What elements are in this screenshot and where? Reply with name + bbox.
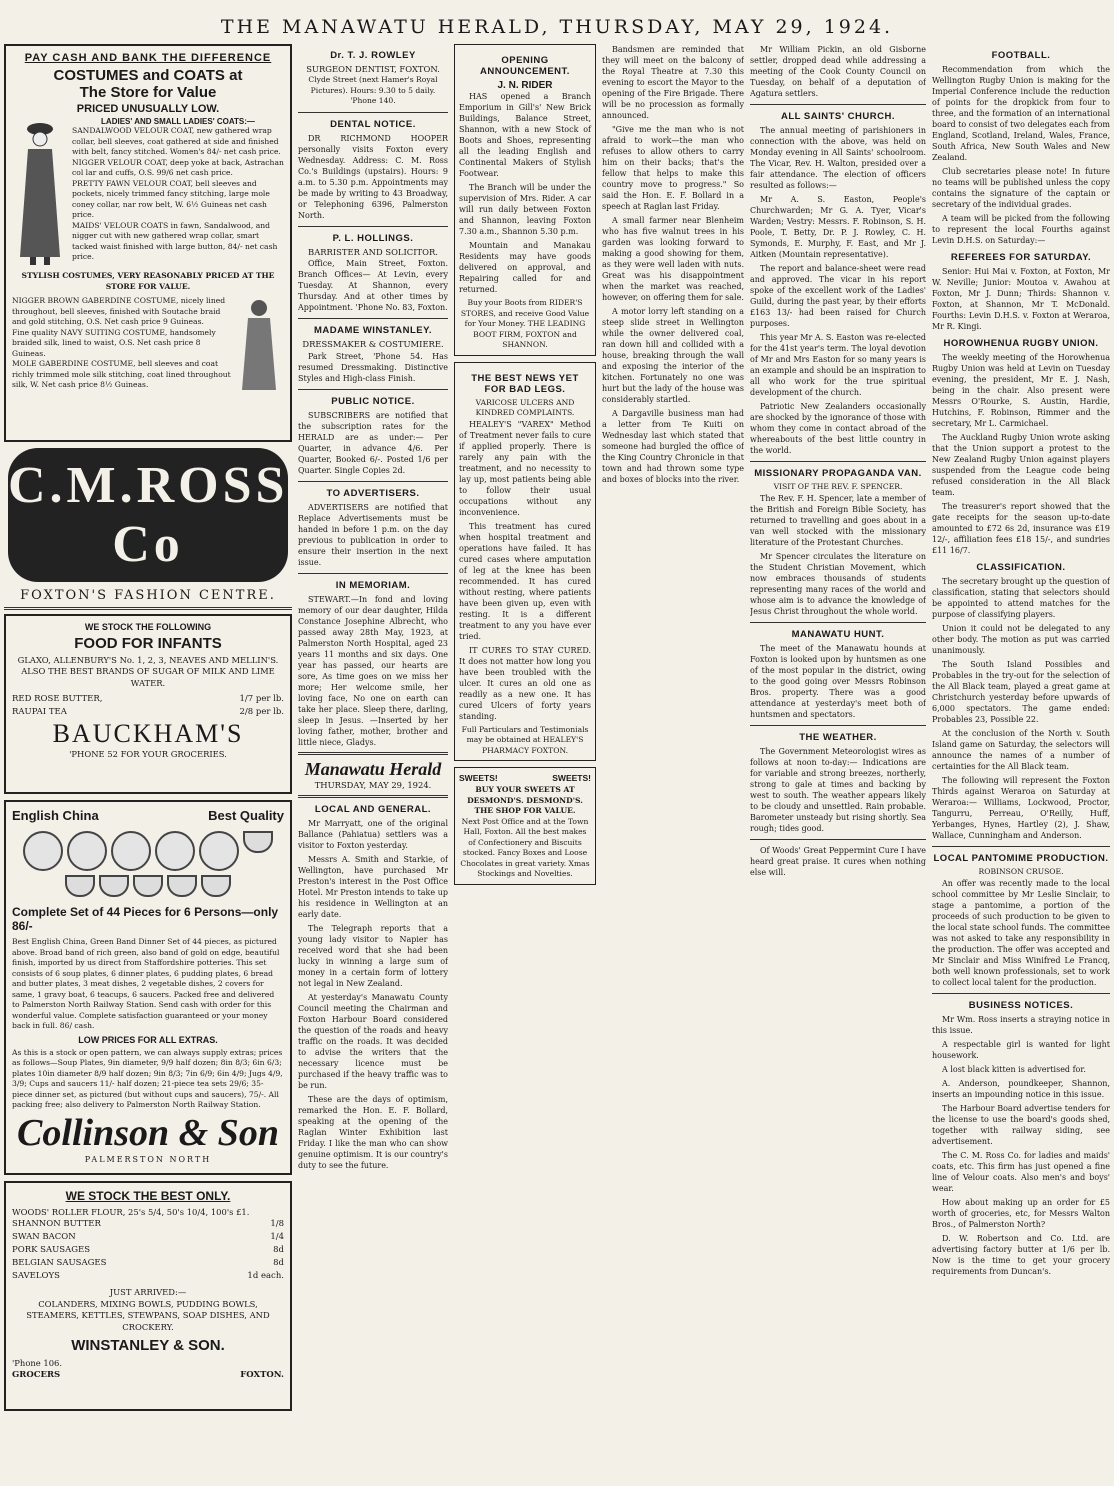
ross-costume-1: NIGGER BROWN GABERDINE COSTUME, nicely lined throughout, bell sleeves, finished with Soutache braid and gold stitching, O.S. Net cash price 9 Guineas.	[12, 296, 226, 326]
price-item: RAUPAI TEA	[12, 707, 67, 718]
price-item: RED ROSE BUTTER,	[12, 694, 103, 705]
horowhenua-title: HOROWHENUA RUGBY UNION.	[943, 338, 1099, 349]
business-para: How about making up an order for £5 worth of groceries, etc, for Messrs Walton Bros., of Palmerston North?	[932, 1197, 1110, 1229]
ross-footer: FOXTON'S FASHION CENTRE.	[20, 588, 276, 603]
news-para: "Give me the man who is not afraid to work—the man who refuses to allow others to carry him on their backs; that's the fellow that helps to make this country move to progress." So said the Hon. E. F. Bollard in a speech at Raglan last Friday.	[602, 125, 744, 211]
price-item: SHANNON BUTTER	[12, 1219, 101, 1230]
price-row	[12, 1218, 284, 1231]
business-para: The Harbour Board advertise tenders for the license to use the board's goods shed, together with railway siding, see advertisement.	[932, 1103, 1110, 1146]
pantomime-title: LOCAL PANTOMIME PRODUCTION.	[933, 853, 1109, 864]
price-item: SAVELOYS	[12, 1271, 60, 1282]
price-row	[12, 693, 284, 706]
column-2	[298, 44, 448, 1480]
missionary-sub: VISIT OF THE REV. F. SPENCER.	[773, 482, 903, 491]
football-title: FOOTBALL.	[991, 50, 1051, 61]
winstanley-dressmaker-sub: DRESSMAKER & COSTUMIERE.	[302, 339, 444, 350]
hollings-body: Office, Main Street, Foxton. Branch Offices— At Levin, every Tuesday. At Shannon, every Thursday. And at other times by Appointment. 'Phone No. 83, Foxton.	[298, 259, 448, 313]
church-para: The annual meeting of parishioners in connection with the above, was held on Monday evening in All Saints' schoolroom. The Vicar, Rev. H. Walton, presided over a fair attendance. The election of officers resulted as follows:—	[750, 126, 926, 190]
price-value: 8d	[273, 1245, 284, 1256]
winstanley-ad	[4, 1181, 292, 1411]
memoriam-body: STEWART.—In fond and loving memory of our dear daughter, Hilda Constance Josephine Albrecht, who passed away 28th May, 1923, at Palmerston North Hospital, aged 23 years 11 months and six days. One year has passed, our hearts are sore, As time goes on we miss her more; Her welcome smile, her loving face, No one on earth can take her place. Sleep there, darling, sleep in Jesus. —Inserted by her loving father, mother, brother and little niece, Gladys.	[298, 594, 448, 747]
classification-title: CLASSIFICATION.	[976, 562, 1066, 573]
price-row	[12, 1231, 284, 1244]
football-para: Club secretaries please note! In future no teams will be published unless the copy contains the signature of the captain or secretary of the individual grades.	[932, 167, 1110, 209]
china-extras: LOW PRICES FOR ALL EXTRAS.	[78, 1034, 218, 1045]
bauckham-body: GLAXO, ALLENBURY'S No. 1, 2, 3, NEAVES AND MELLIN'S.	[17, 655, 279, 665]
column-3	[454, 44, 596, 1480]
price-row	[12, 706, 284, 719]
price-item: BELGIAN SAUSAGES	[12, 1258, 107, 1269]
rider-ad	[454, 44, 596, 356]
sweets-right: SWEETS!	[552, 773, 591, 783]
sweets-body: Next Post Office and at the Town Hall, Foxton. All the best makes of Confectionery and Biscuits stocked. Fancy Boxes and Loose Chocolates in great variety. Xmas Stockings and Novelties.	[460, 816, 590, 878]
news-para: A Dargaville business man had a letter from Te Kuiti on Wednesday last which stated that someone had burgled the office of the King Country Chronicle in that town and had thrown some type and boxes of blocks into the river.	[602, 409, 744, 484]
dental-title: DENTAL NOTICE.	[330, 118, 416, 130]
missionary-para: The Rev. F. H. Spencer, late a member of the British and Foreign Bible Society, has returned to travelling and goes about in a van well stocked with the missionary literature of the Protestant Churches.	[750, 493, 926, 547]
union-para: Union it could not be delegated to any other body. The motion as put was carried unanimously.	[932, 624, 1110, 655]
news-para: A small farmer near Blenheim who has five walnut trees in his garden was looking forward to making a good showing for them, as they were well laden with nuts. Great was his disappointment when the market was reached, however, on offering them for sale.	[602, 216, 744, 302]
union-para: The South Island Possibles and Probables in the try-out for the selection of the All Black team, played a great game at Christchurch yesterday before upwards of 6,000 spectators. The game ended: Probables 23, Possible 22.	[932, 660, 1110, 724]
ross-item-2: NIGGER VELOUR COAT, deep yoke at back, Astrachan col lar and cuffs, O.S. 99/6 net cash price.	[72, 157, 284, 177]
price-value: 8d	[273, 1258, 284, 1269]
price-value: 1d each.	[247, 1271, 284, 1282]
healey-ad	[454, 362, 596, 762]
woods-ad: Of Woods' Great Peppermint Cure I have heard great praise. It cures when nothing else will.	[750, 845, 926, 877]
missionary-para: Mr Spencer circulates the literature on the Student Christian Movement, which now embraces thousands of students representing many races of the world and whose aim is to advance the knowledge of Jesus Christ throughout the whole world.	[750, 551, 926, 616]
winstanley-flour: WOODS' ROLLER FLOUR, 25's 5/4, 50's 10/4, 100's £1.	[12, 1207, 250, 1217]
business-para: A respectable girl is wanted for light housework.	[932, 1039, 1110, 1060]
local-para: The Telegraph reports that a young lady visitor to Napier has received word that she had been lucky in winning a large sum of money in a certain form of lottery not legal in New Zealand.	[298, 924, 448, 989]
business-para: Mr Wm. Ross inserts a straying notice in this issue.	[932, 1014, 1110, 1035]
winstanley-left: GROCERS	[12, 1370, 61, 1381]
rider-body-3: Mountain and Manakau Residents may have goods delivered on approval, and Repairing called for and returned.	[459, 241, 591, 294]
winstanley-phone: 'Phone 106.	[12, 1358, 63, 1369]
bauckham-title: FOOD FOR INFANTS	[74, 635, 222, 652]
china-body: Best English China, Green Band Dinner Set of 44 pieces, as pictured above. Broad band of rich green, also band of gold on edge, beautiful finish, imported by us direct from Staffordshire potteries. This set consists of 6 soup plates, 6 dinner plates, 6 pudding plates, 6 bread and butter plates, 3 meat dishes, 2 vegetable dishes, 2 covers for same, 1 gravy boat, 6 teacups, 6 saucers. Packed free and delivered to Palmerston North Railway Station. Send cash with order for this wonderful value. Complete satisfaction guaranteed or your money back in full. 86/ cash.	[12, 937, 280, 1030]
pantomime-sub: ROBINSON CRUSOE.	[978, 867, 1064, 876]
ross-item-4: MAIDS' VELOUR COATS in fawn, Sandalwood, and nigger cut with new gathered wrap collar, smart tacked waist finished with large button, 84/- net cash price.	[72, 220, 278, 261]
price-row	[12, 1270, 284, 1283]
memoriam-title: IN MEMORIAM.	[335, 579, 411, 591]
paper-name: Manawatu Herald	[304, 758, 442, 779]
ross-title: COSTUMES and COATS at	[53, 67, 243, 84]
union-para: The following will represent the Foxton Thirds against Weraroa on Saturday at Weraroa:— Williams, Lockwood, Proctor, Tangurru, Perreau, O'Reilly, Huff, Yerbanges, Hynes, Hartley (2), J. Shaw, Wallace, Cunningham and Anderson.	[932, 776, 1110, 840]
healey-title: THE BEST NEWS YET FOR BAD LEGS.	[471, 372, 579, 395]
bauckham-body-2: ALSO THE BEST BRANDS OF SUGAR OF MILK AND LIME WATER.	[21, 666, 275, 688]
rider-name: J. N. RIDER	[497, 80, 553, 91]
winstanley-right: FOXTON.	[240, 1370, 284, 1381]
bandsmen-para: Bandsmen are reminded that they will meet on the balcony of the Royal Theatre at 7.30 this evening to escort the Mayor to the opening of the Fire Brigade. There will be no procession as formally announced.	[602, 45, 744, 120]
healey-body-3: IT CURES TO STAY CURED. It does not matter how long you have been troubled with the ulcer. It cures an old one as readily as a new one. It has cured Ulcers of forty years standing.	[459, 645, 591, 721]
business-para: The C. M. Ross Co. for ladies and maids' coats, etc. This firm has just opened a fine line of Velour coats. Also men's and boys' wear.	[932, 1150, 1110, 1193]
column-1	[4, 44, 292, 1480]
winstanley-dressmaker-title: MADAME WINSTANLEY.	[313, 325, 433, 337]
sweets-left: SWEETS!	[459, 773, 498, 783]
pantomime-body: An offer was recently made to the local school committee by Mr Leslie Sinclair, to stage a pantomime, a portion of the proceeds of such production to be given to the local state school funds. The committee was not asked to take any responsibility in the production. The offer was accepted and Mr Sinclair and Miss Winifred Le Francq, both well known professionals, set to work to collect local talent for the production.	[932, 878, 1110, 987]
local-para: These are the days of optimism, remarked the Hon. E. F. Bollard, speaking at the opening of the Raglan Winter Exhibition last Friday. I like the man who can show genuine optimism. It is our country's duty to see the future.	[298, 1095, 448, 1171]
union-para: At the conclusion of the North v. South Island game on Saturday, the selectors will announce the names of a number of certainties for the All Black team.	[932, 729, 1110, 771]
local-para: Mr Marryatt, one of the original Ballance (Pahiatua) settlers was a visitor to Foxton yesterday.	[298, 819, 448, 851]
column-3b	[602, 44, 744, 1480]
football-para: Recommendation from which the Wellington Rugby Union is making for the Imperial Conference include the reduction of points for the dropkick from four to three, and the formation of an international board to consist of two delegates each from England, Scotland, Ireland, Wales, France, South Africa, New South Wales and New Zealand.	[932, 65, 1110, 162]
hollings-sub: BARRISTER AND SOLICITOR.	[308, 246, 438, 257]
advertisers-body: ADVERTISERS are notified that Replace Advertisements must be handed in before 1 p.m. on the day previous to publication in order to ensure their insertion in the next issue.	[298, 502, 448, 567]
winstanley-name: WINSTANLEY & SON.	[71, 1337, 225, 1355]
ross-ad	[4, 44, 292, 442]
ross-costumes-heading: STYLISH COSTUMES, VERY REASONABLY PRICED AT THE STORE FOR VALUE.	[21, 271, 275, 291]
winstanley-heading: WE STOCK THE BEST ONLY.	[65, 1189, 231, 1203]
horowhenua-para: The weekly meeting of the Horowhenua Rugby Union was held at Levin on Tuesday evening, the president, Mr E. J. Nash, being in the chair. Also present were Messrs O'Rourke, S. Austin, Hardie, Hutchins, F. Robinson, Rimmer and the secretary, Mr L. Carmichael.	[932, 353, 1110, 428]
bauckham-heading: WE STOCK THE FOLLOWING	[84, 622, 212, 632]
ross-costume-3: MOLE GABERDINE COSTUME, bell sleeves and coat richly trimmed mole silk stitching, coat lined throughout silk, W. Net cash price 8½ Guineas.	[12, 359, 231, 389]
hunt-body: The meet of the Manawatu hounds at Foxton is looked upon by huntsmen as one of the most popular in the district, owing to the good going over Messrs Robinson Bros. property. There was a good attendance at yesterday's meet both of huntsmen and spectators.	[750, 643, 926, 719]
business-title: BUSINESS NOTICES.	[968, 999, 1074, 1011]
pickin-para: Mr William Pickin, an old Gisborne settler, dropped dead while addressing a meeting of the Cook County Council on Tuesday, on behalf of a deputation of Agatura settlers.	[750, 45, 926, 98]
china-right: Best Quality	[208, 808, 284, 823]
bauckham-ad	[4, 614, 292, 794]
rowley-sub: SURGEON DENTIST, FOXTON.	[306, 64, 440, 74]
local-para: Messrs A. Smith and Starkie, of Wellington, have purchased Mr Preston's interest in the Post Office Hotel. Mr Preston intends to take up his residence in Wellington at an early date.	[298, 855, 448, 920]
price-item: SWAN BACON	[12, 1232, 76, 1243]
paper-date: THURSDAY, MAY 29, 1924.	[314, 779, 432, 790]
ross-banner: PAY CASH AND BANK THE DIFFERENCE	[24, 52, 272, 64]
rider-body: HAS opened a Branch Emporium in Gill's' New Brick Buildings, Balance Street, Shannon, with a new Stock of Boots and Shoes, representing all the leading English and Continental Makers of Stylish Footwear.	[459, 92, 591, 178]
price-value: 2/8 per lb.	[239, 707, 284, 718]
column-5	[932, 44, 1110, 1480]
ross-section: LADIES' AND SMALL LADIES' COATS:—	[101, 117, 255, 126]
weather-title: THE WEATHER.	[799, 731, 877, 743]
news-para: A motor lorry left standing on a steep slide street in Wellington while the owner delivered coal, ran down hill and collided with a house, breaking through the wall and exposing the interior of the kitchen. Fortunately no one was hurt but the lady of the house was considerably startled.	[602, 307, 744, 404]
business-para: A lost black kitten is advertised for.	[942, 1064, 1086, 1074]
church-para: This year Mr A. S. Easton was re-elected for the 41st year's term. The loyal devotion of Mr and Mrs Easton for so many years is an example and should be an inspiration to all who work for the true spiritual development of the church.	[750, 333, 926, 397]
healey-body: HEALEY'S "VAREX" Method of Treatment never fails to cure if applied properly. There is rarely any pain with the treatment, and no necessity to lay up, most patients being able to follow their usual occupations without any inconvenience.	[459, 419, 591, 517]
winstanley-arrived-body: COLANDERS, MIXING BOWLS, PUDDING BOWLS, STEAMERS, KETTLES, STEWPANS, SOAP DISHES, AND CROCKERY.	[26, 1298, 270, 1332]
church-para: The report and balance-sheet were read and approved. The vicar in his report spoke of the excellent work of the Ladies' Guild, during the past year, by their efforts £163 13/- had been raised for Church purposes.	[750, 264, 926, 328]
public-notice-body: SUBSCRIBERS are notified that the subscription rates for the HERALD are as under:— Per Quarter, in advance 4/6. Per Quarter, Booked 6/-. Posted 1/6 per Quarter. Single Copies 2d.	[298, 410, 448, 475]
ross-subtitle: The Store for Value	[79, 84, 217, 101]
sweets-title: BUY YOUR SWEETS AT DESMOND'S. DESMOND'S. THE SHOP FOR VALUE.	[467, 785, 583, 815]
rider-title: OPENING ANNOUNCEMENT.	[480, 55, 570, 77]
price-row	[12, 1257, 284, 1270]
horowhenua-para: The treasurer's report showed that the gate receipts for the season up-to-date amounted to £72 6s 2d, insurance was £19 12/-, affiliation fees £18 15/-, and sundries £11 16/7.	[932, 502, 1110, 555]
ross-item-1: SANDALWOOD VELOUR COAT, new gathered wrap collar, bell sleeves, coat gathered at side and finished with belt, fancy stitched. Women's 84/- net cash price.	[72, 126, 281, 156]
collinson-logo: Collinson & Son	[17, 1111, 279, 1154]
collinson-town: PALMERSTON NORTH	[84, 1154, 212, 1164]
rowley-body: Clyde Street (next Hamer's Royal Pictures). Hours: 9.30 to 5 daily. 'Phone 140.	[308, 75, 438, 106]
rider-body-4: Buy your Boots from RIDER'S STORES, and receive Good Value for Your Money. THE LEADING BOOT FIRM, FOXTON and SHANNON.	[460, 298, 590, 349]
referees-body: Senior: Hui Mai v. Foxton, at Foxton, Mr W. Neville; Junior: Moutoa v. Awahou at Foxton, Mr J. Dunn; Thirds: Shannon v. Foxton, at Shannon, Mr T. McDonald. Fourths: Levin D.H.S. v. Foxton at Weraroa, Mr R. Kingi.	[932, 267, 1110, 331]
ross-costume-2: Fine quality NAVY SUITING COSTUME, handsomely braided silk, lined to waist, O.S. Net cash price 8 Guineas.	[12, 327, 216, 358]
local-general-title: LOCAL AND GENERAL.	[314, 804, 432, 816]
football-para: A team will be picked from the following to represent the local Fourths against Levin D.H.S. on Saturday:—	[932, 214, 1110, 245]
healey-sub: VARICOSE ULCERS AND KINDRED COMPLAINTS.	[475, 397, 575, 417]
local-para: At yesterday's Manawatu County Council meeting the Chairman and Foxton Harbour Board considered the question of the roads and heavy traffic on the roads. It was decided to advise the writers that the necessary licence must be purchased if the heavy traffic was to be run.	[298, 993, 448, 1091]
price-value: 1/7 per lb.	[239, 694, 284, 705]
china-set-illustration	[12, 831, 284, 897]
price-value: 1/4	[270, 1232, 284, 1243]
sweets-ad	[454, 767, 596, 885]
column-4	[750, 44, 926, 1480]
weather-body: The Government Meteorologist wires as follows at noon to-day:— Indications are for variable and strong breezes, northerly, strong to gale at times and backing by west to south. The weather appears likely to be cloudy and unsettled. Rain probable. Barometer unsteady but rising shortly. Sea rough; tides good.	[750, 746, 926, 833]
hunt-title: MANAWATU HUNT.	[791, 628, 885, 640]
healey-foot: Full Particulars and Testimonials may be obtained at HEALEY'S PHARMACY FOXTON.	[461, 724, 589, 755]
china-extras-body: As this is a stock or open pattern, we can always supply extras; prices as follows—Soup Plates, 9in diameter, 9/9 half dozen; 8in 8/3; 6in 6/3; plates 10in diameter 8/9 half dozen; 9in 8/3; 7in 6/9; 6in 4/9; Jugs 4/9, 3/9; Cups and saucers 11/- half dozen; 21-piece tea sets 29/6; 35-piece dinner set, as pictured (but without cups and saucers), 75/-. All packing free; also delivery to Palmerston North Railway Station.	[12, 1047, 283, 1109]
church-para: Patriotic New Zealanders occasionally are shocked by the ignorance of those with whom they come in contact abroad of the whereabouts of the best little country in the world.	[750, 402, 926, 455]
bauckham-phone: 'PHONE 52 FOR YOUR GROCERIES.	[69, 749, 227, 760]
missionary-title: MISSIONARY PROPAGANDA VAN.	[754, 468, 922, 479]
healey-body-2: This treatment has cured when hospital treatment and operations have failed. It has cured cases where amputation of leg at the knee has been recommended. It has cured without resting, where patients have been given up, even with resting. It is a different treatment to any you have ever tried.	[459, 521, 591, 641]
hollings-title: P. L. HOLLINGS.	[332, 232, 414, 244]
lady-costume-illustration	[234, 296, 284, 396]
business-para: D. W. Robertson and Co. Ltd. are advertising factory butter at 1/6 per lb. Now is the time to get your grocery requirements from Duncan's.	[932, 1233, 1110, 1276]
ross-logo	[4, 448, 292, 603]
lady-figure-illustration	[12, 117, 68, 267]
church-para: Mr A. S. Easton, People's Churchwarden; Mr G. A. Tyer, Vicar's Warden; Vestry: Messrs. F. Robinson, S. H. Poole, T. Betty, Dr. P. J. Rowley, C. H. Symonds, E. Murphy, F. East, and Mr J. Aitken (Mountain representative).	[750, 195, 926, 259]
dental-body: DR RICHMOND HOOPER personally visits Foxton every Wednesday. Address: C. M. Ross Co.'s Buildings (upstairs). Hours: 9 a.m. to 5.30 p.m. Appointments may be made by writing to 43 Broadway, or Telephoning 6396, Palmerston North.	[298, 133, 448, 220]
bauckham-name: BAUCKHAM'S	[52, 719, 244, 749]
ross-logo-text: C.M.ROSS Co	[8, 448, 288, 582]
china-ad	[4, 800, 292, 1175]
rowley-title: Dr. T. J. ROWLEY	[330, 50, 416, 61]
ross-tagline: PRICED UNUSUALLY LOW.	[76, 103, 220, 115]
masthead: THE MANAWATU HERALD, THURSDAY, MAY 29, 1924.	[220, 16, 894, 38]
price-item: PORK SAUSAGES	[12, 1245, 91, 1256]
winstanley-arrived: JUST ARRIVED:—	[109, 1287, 187, 1298]
referees-title: REFEREES FOR SATURDAY.	[950, 252, 1092, 263]
business-para: A. Anderson, poundkeeper, Shannon, inserts an impounding notice in this issue.	[932, 1078, 1110, 1099]
rider-body-2: The Branch will be under the supervision of Mrs. Rider. A car will run daily between Foxton and Shannon, leaving Foxton 7.30 a.m., Shannon 5.30 p.m.	[459, 183, 591, 236]
ross-item-3: PRETTY FAWN VELOUR COAT, bell sleeves and pockets, nicely trimmed fancy stitching, large mole coney collar, nar row belt, W. 6½ Guineas net cash price.	[72, 178, 270, 219]
winstanley-dressmaker-body: Park Street, 'Phone 54. Has resumed Dressmaking. Distinctive Styles and High-class Finish.	[298, 351, 448, 383]
public-notice-title: PUBLIC NOTICE.	[331, 395, 415, 407]
china-title: Complete Set of 44 Pieces for 6 Persons—only 86/-	[12, 905, 279, 933]
price-row	[12, 1244, 284, 1257]
horowhenua-para: The Auckland Rugby Union wrote asking that the Union support a protest to the New Zealand Rugby Union against players suspended from the League code being refused consideration in the All Black team.	[932, 433, 1110, 497]
church-title: ALL SAINTS' CHURCH.	[781, 111, 895, 122]
price-value: 1/8	[270, 1219, 284, 1230]
classification-body: The secretary brought up the question of classification, stating that selectors should be appointed to attend matches for the purpose of classifying players.	[932, 577, 1110, 619]
advertisers-title: TO ADVERTISERS.	[326, 487, 420, 499]
china-left: English China	[12, 808, 99, 823]
